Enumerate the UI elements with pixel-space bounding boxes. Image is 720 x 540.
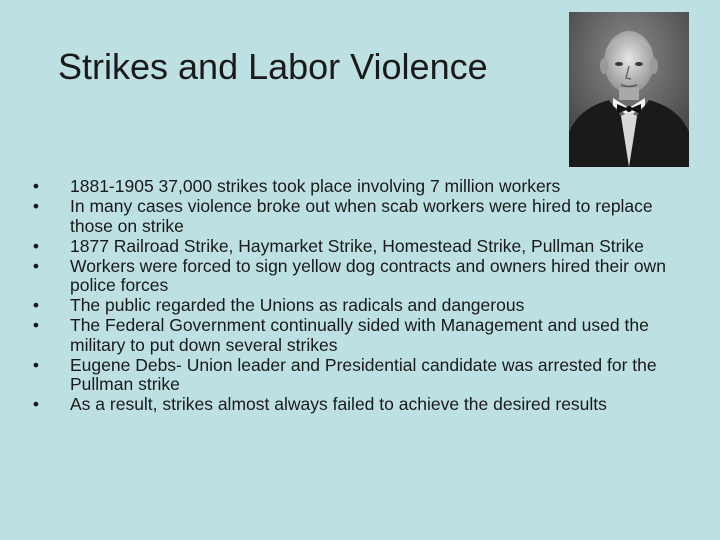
bullet-dot: • — [32, 315, 40, 335]
bullet-dot: • — [32, 176, 40, 196]
bullet-item — [30, 197, 690, 236]
bullet-dot: • — [32, 295, 40, 315]
bullet-text: 1877 Railroad Strike, Haymarket Strike, Homestead Strike, Pullman Strike — [70, 235, 644, 256]
bullet-dot: • — [32, 196, 40, 216]
bullet-item — [30, 316, 690, 355]
slide-title: Strikes and Labor Violence — [58, 46, 488, 87]
portrait-image — [569, 12, 689, 167]
bullet-text: As a result, strikes almost always failed to achieve the desired results — [70, 394, 607, 414]
bullet-dot: • — [32, 394, 40, 414]
bullet-dot: • — [32, 255, 40, 276]
bullet-dot: • — [32, 235, 40, 256]
bullet-item — [30, 237, 690, 257]
portrait-photo — [569, 12, 689, 167]
bullet-item — [30, 395, 690, 415]
bullet-item — [30, 356, 690, 395]
bullet-list — [30, 177, 690, 415]
bullet-text: The public regarded the Unions as radicals and dangerous — [70, 295, 525, 315]
bullet-text: The Federal Government continually sided with Management and used the military to put down several strikes — [70, 315, 649, 355]
bullet-text: 1881-1905 37,000 strikes took place involving 7 million workers — [70, 176, 561, 196]
bullet-dot: • — [32, 354, 40, 375]
bullet-text: Eugene Debs- Union leader and Presidential candidate was arrested for the Pullman strike — [70, 354, 657, 394]
bullet-text: Workers were forced to sign yellow dog contracts and owners hired their own police forces — [70, 255, 666, 295]
bullet-text: In many cases violence broke out when scab workers were hired to replace those on strike — [70, 196, 653, 236]
bullet-item — [30, 296, 690, 316]
bullet-item — [30, 257, 690, 296]
bullet-item — [30, 177, 690, 197]
